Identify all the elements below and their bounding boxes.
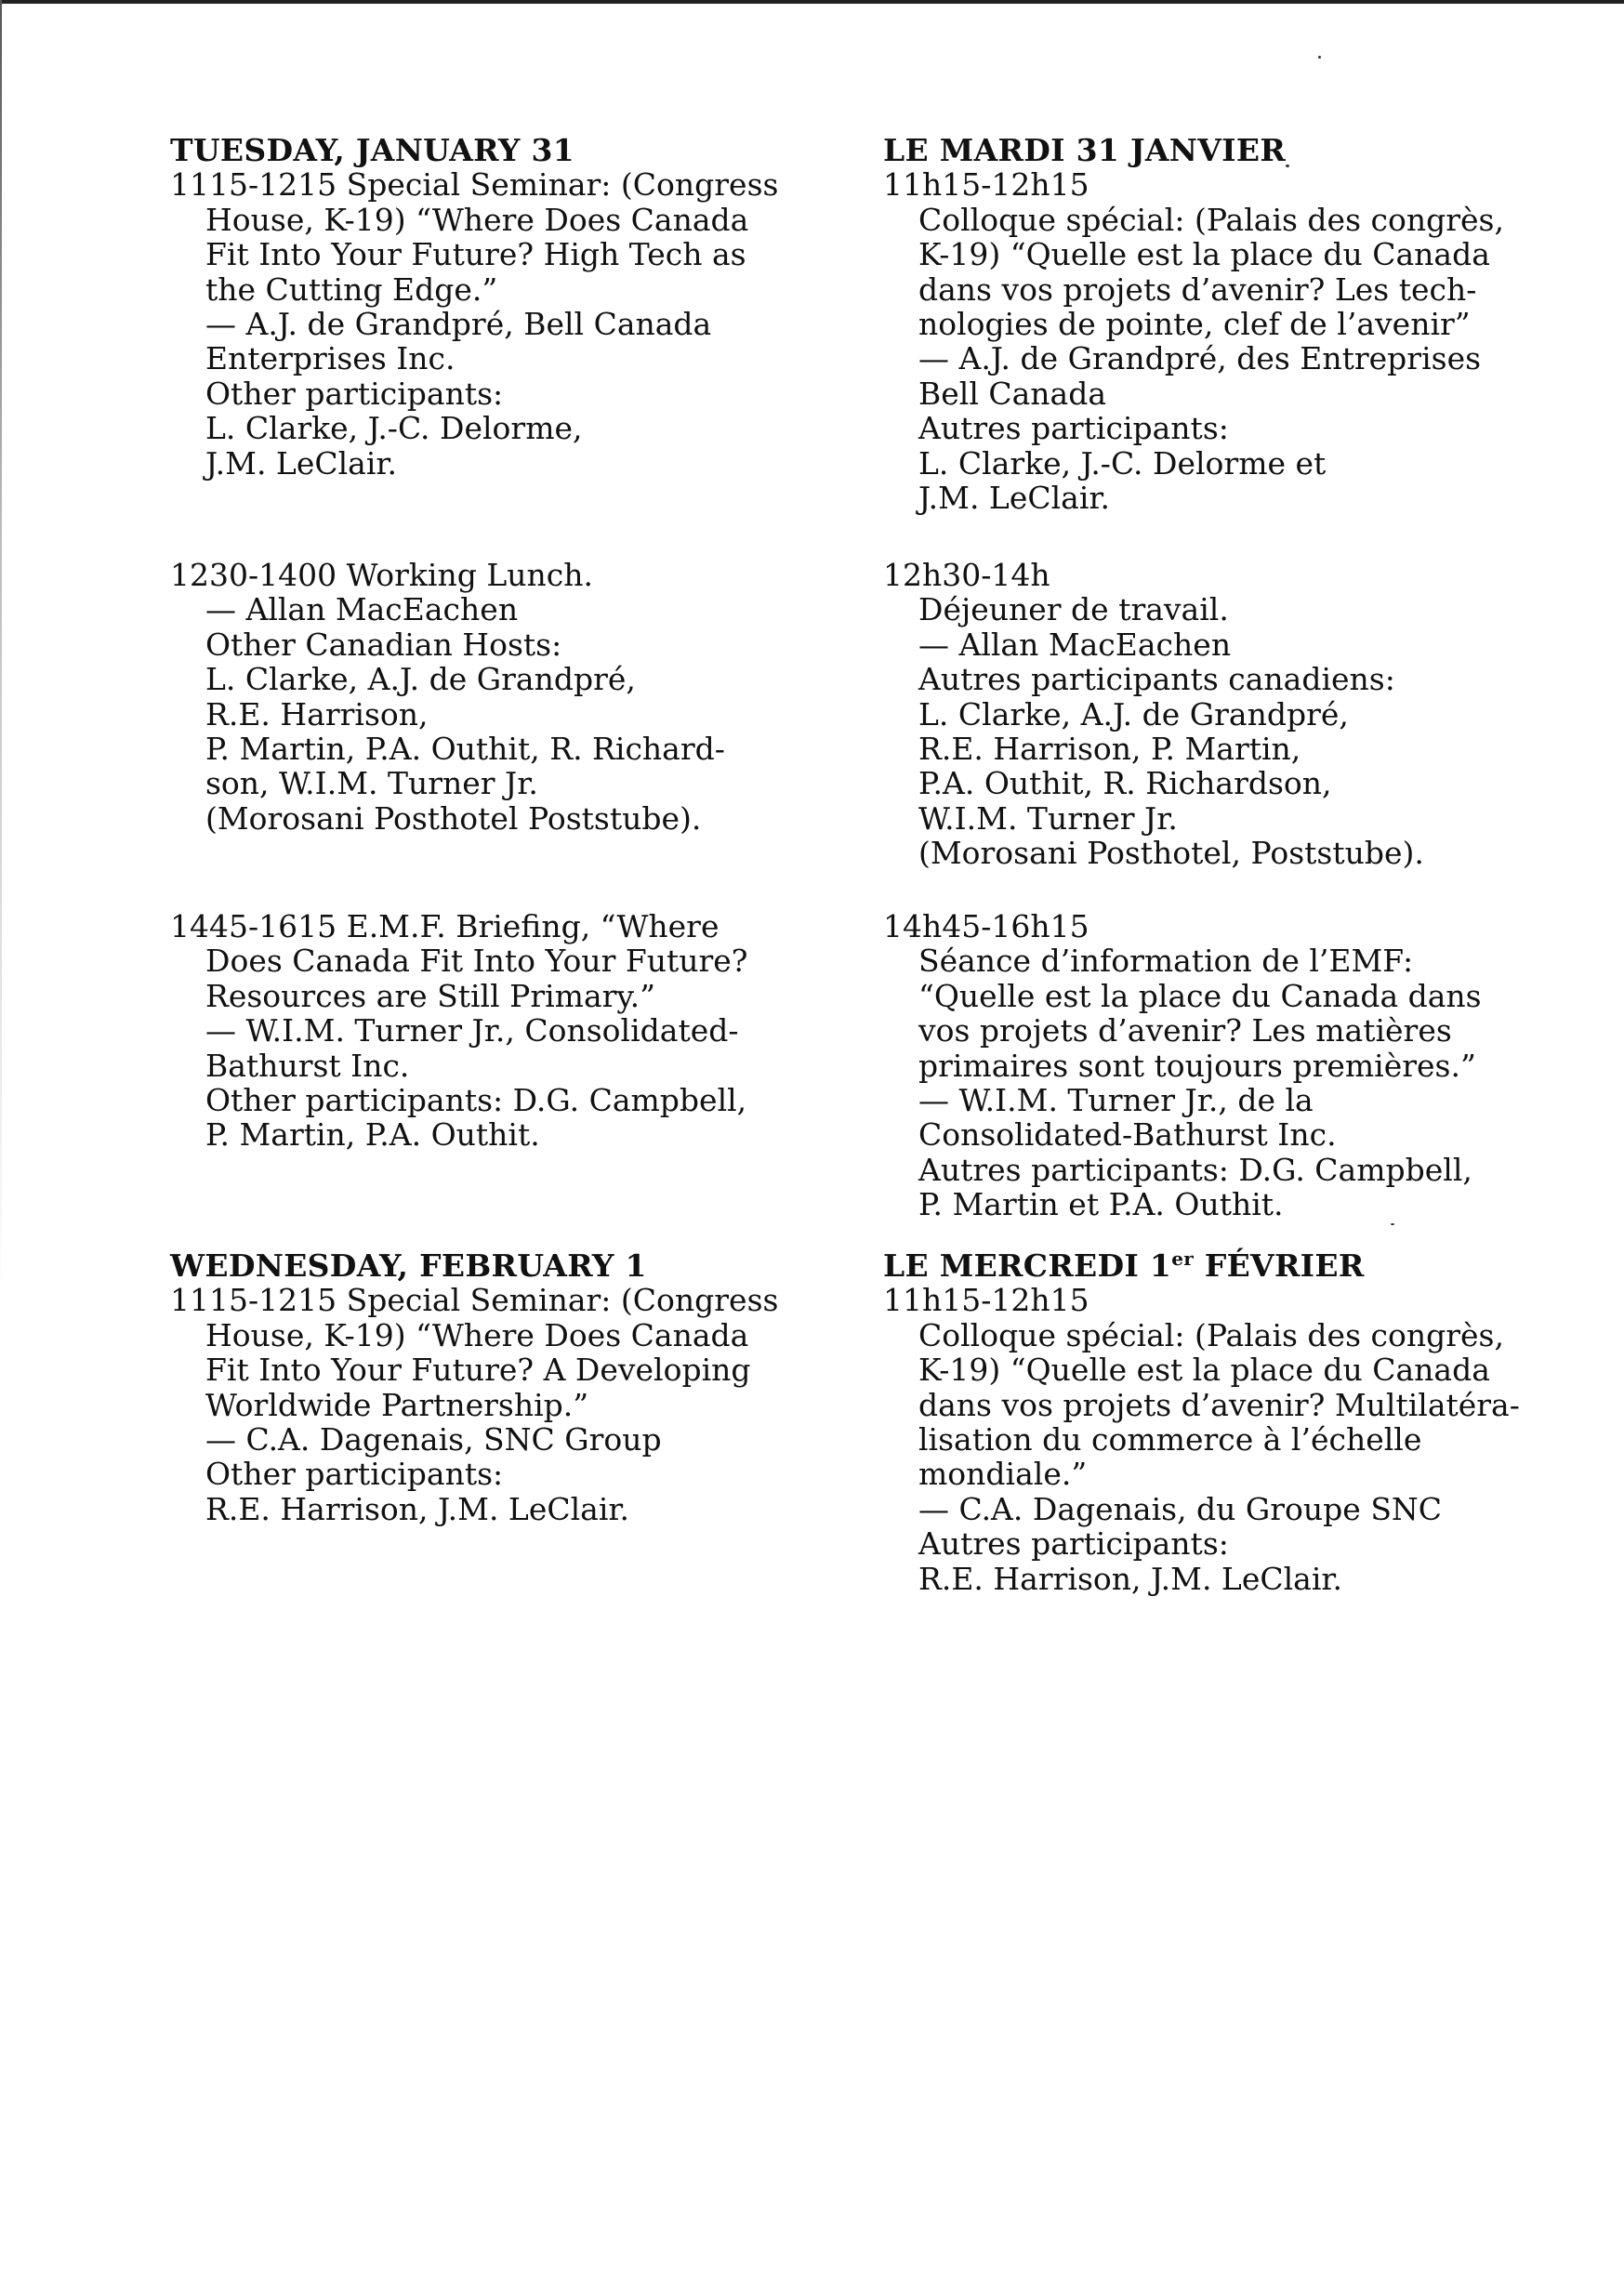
entry-line: Colloque spécial: (Palais des congrès, bbox=[918, 1316, 1504, 1353]
entry-line: L. Clarke, J.-C. Delorme et bbox=[918, 444, 1327, 482]
entry-line: W.I.M. Turner Jr. bbox=[918, 799, 1178, 837]
entry-participants-label: Other Canadian Hosts: bbox=[205, 626, 562, 663]
entry-time-line: 11h15-12h15 bbox=[883, 1282, 1089, 1319]
entry-line: P.A. Outhit, R. Richardson, bbox=[918, 765, 1332, 802]
schedule-entry bbox=[883, 909, 1552, 1222]
entry-line: nologies de pointe, clef de l’avenir” bbox=[918, 306, 1471, 343]
entry-line: Séance d’information de l’EMF: bbox=[918, 943, 1414, 980]
entry-line: son, W.I.M. Turner Jr. bbox=[205, 765, 538, 802]
entry-participants-label: Autres participants canadiens: bbox=[918, 661, 1395, 698]
entry-participants-label: Autres participants: D.G. Campbell, bbox=[918, 1151, 1472, 1188]
day-heading-month: FÉVRIER bbox=[1194, 1247, 1365, 1284]
entry-line: Consolidated-Bathurst Inc. bbox=[918, 1116, 1337, 1154]
entry-line: L. Clarke, J.-C. Delorme, bbox=[205, 410, 583, 447]
entry-line: R.E. Harrison, J.M. LeClair. bbox=[205, 1490, 630, 1527]
scan-speck bbox=[1391, 1223, 1394, 1225]
day-heading bbox=[883, 1248, 1552, 1283]
entry-line: Resources are Still Primary.” bbox=[205, 977, 656, 1014]
entry-line: P. Martin, P.A. Outhit. bbox=[205, 1116, 540, 1154]
entry-time-line: 11h15-12h15 bbox=[883, 166, 1089, 204]
entry-line: mondiale.” bbox=[918, 1456, 1088, 1493]
entry-time-line: 14h45-16h15 bbox=[883, 908, 1089, 944]
entry-line: Colloque spécial: (Palais des congrès, bbox=[918, 201, 1504, 238]
entry-line: lisation du commerce à l’échelle bbox=[918, 1421, 1422, 1458]
entry-line: L. Clarke, A.J. de Grandpré, bbox=[918, 695, 1349, 732]
schedule-entry bbox=[170, 1283, 839, 1526]
day-heading: WEDNESDAY, FEBRUARY 1 bbox=[170, 1247, 647, 1284]
day-heading-ordinal: er bbox=[1171, 1247, 1195, 1270]
entry-participants-label: Other participants: D.G. Campbell, bbox=[205, 1082, 747, 1119]
entry-line: Bell Canada bbox=[918, 375, 1107, 412]
entry-speaker-line: — A.J. de Grandpré, des Entreprises bbox=[918, 340, 1482, 377]
entry-speaker-line: — C.A. Dagenais, du Groupe SNC bbox=[918, 1490, 1443, 1527]
entry-line: P. Martin, P.A. Outhit, R. Richard- bbox=[205, 731, 725, 768]
entry-participants-label: Other participants: bbox=[205, 1456, 504, 1493]
entry-line: L. Clarke, A.J. de Grandpré, bbox=[205, 661, 636, 698]
schedule-entry bbox=[170, 558, 839, 836]
day-section-tuesday bbox=[170, 133, 839, 481]
entry-line: Bathurst Inc. bbox=[205, 1047, 410, 1084]
entry-location-line: (Morosani Posthotel, Poststube). bbox=[918, 835, 1424, 872]
entry-line: Fit Into Your Future? High Tech as bbox=[205, 236, 746, 273]
day-section-mercredi bbox=[883, 1248, 1552, 1596]
entry-participants-label: Autres participants: bbox=[918, 410, 1229, 447]
day-heading: TUESDAY, JANUARY 31 bbox=[170, 132, 575, 168]
entry-line: Does Canada Fit Into Your Future? bbox=[205, 943, 748, 980]
entry-line: primaires sont toujours premières.” bbox=[918, 1047, 1476, 1084]
entry-speaker-line: — W.I.M. Turner Jr., Consolidated- bbox=[205, 1012, 739, 1049]
entry-line: House, K-19) “Where Does Canada bbox=[205, 1316, 749, 1353]
entry-speaker-line: — C.A. Dagenais, SNC Group bbox=[205, 1421, 662, 1458]
schedule-entry bbox=[883, 167, 1552, 515]
entry-time-line: 1115-1215 Special Seminar: (Congress bbox=[170, 166, 779, 204]
entry-line: R.E. Harrison, P. Martin, bbox=[918, 731, 1301, 768]
day-heading bbox=[883, 133, 1552, 167]
entry-speaker-line: — Allan MacEachen bbox=[205, 591, 519, 628]
entry-line: dans vos projets d’avenir? Les tech- bbox=[918, 271, 1477, 308]
entry-line: K-19) “Quelle est la place du Canada bbox=[918, 1352, 1490, 1389]
entry-speaker-line: — A.J. de Grandpré, Bell Canada bbox=[205, 306, 712, 343]
schedule-entry bbox=[170, 167, 839, 481]
entry-line: R.E. Harrison, J.M. LeClair. bbox=[918, 1560, 1343, 1597]
day-section-mardi bbox=[883, 133, 1552, 515]
entry-line: J.M. LeClair. bbox=[205, 444, 398, 482]
day-section-wednesday bbox=[170, 1248, 839, 1526]
entry-line: Enterprises Inc. bbox=[205, 340, 456, 377]
schedule-entry bbox=[170, 909, 839, 1153]
entry-line: dans vos projets d’avenir? Multilatéra- bbox=[918, 1386, 1520, 1423]
schedule-entry bbox=[883, 558, 1552, 871]
entry-speaker-line: — Allan MacEachen bbox=[918, 626, 1232, 663]
entry-line: “Quelle est la place du Canada dans bbox=[918, 977, 1482, 1014]
entry-participants-label: Autres participants: bbox=[918, 1525, 1229, 1563]
day-heading-text: LE MARDI 31 JANVIER bbox=[883, 132, 1287, 168]
day-heading-text: LE MERCREDI 1 bbox=[883, 1247, 1172, 1284]
entry-line: Fit Into Your Future? A Developing bbox=[205, 1352, 751, 1389]
entry-location-line: (Morosani Posthotel Poststube). bbox=[205, 799, 702, 837]
entry-speaker-line: — W.I.M. Turner Jr., de la bbox=[918, 1082, 1314, 1119]
entry-time-line: 1445-1615 E.M.F. Briefing, “Where bbox=[170, 908, 720, 944]
schedule-entry bbox=[883, 1283, 1552, 1596]
entry-line: R.E. Harrison, bbox=[205, 695, 429, 732]
entry-line: Worldwide Partnership.” bbox=[205, 1386, 589, 1423]
entry-line: the Cutting Edge.” bbox=[205, 271, 498, 308]
entry-line: Déjeuner de travail. bbox=[918, 591, 1229, 628]
entry-participants-label: Other participants: bbox=[205, 375, 504, 412]
entry-line: P. Martin et P.A. Outhit. bbox=[918, 1186, 1284, 1223]
entry-line: J.M. LeClair. bbox=[918, 480, 1111, 517]
entry-time-line: 1115-1215 Special Seminar: (Congress bbox=[170, 1282, 779, 1319]
entry-time-line: 1230-1400 Working Lunch. bbox=[170, 557, 593, 593]
scan-top-edge bbox=[0, 0, 1624, 4]
entry-line: vos projets d’avenir? Les matières bbox=[918, 1012, 1452, 1049]
scan-left-edge bbox=[0, 0, 2, 1301]
entry-line: House, K-19) “Where Does Canada bbox=[205, 201, 749, 238]
entry-time-line: 12h30-14h bbox=[883, 557, 1050, 593]
entry-line: K-19) “Quelle est la place du Canada bbox=[918, 236, 1490, 273]
scan-speck bbox=[1318, 56, 1321, 59]
